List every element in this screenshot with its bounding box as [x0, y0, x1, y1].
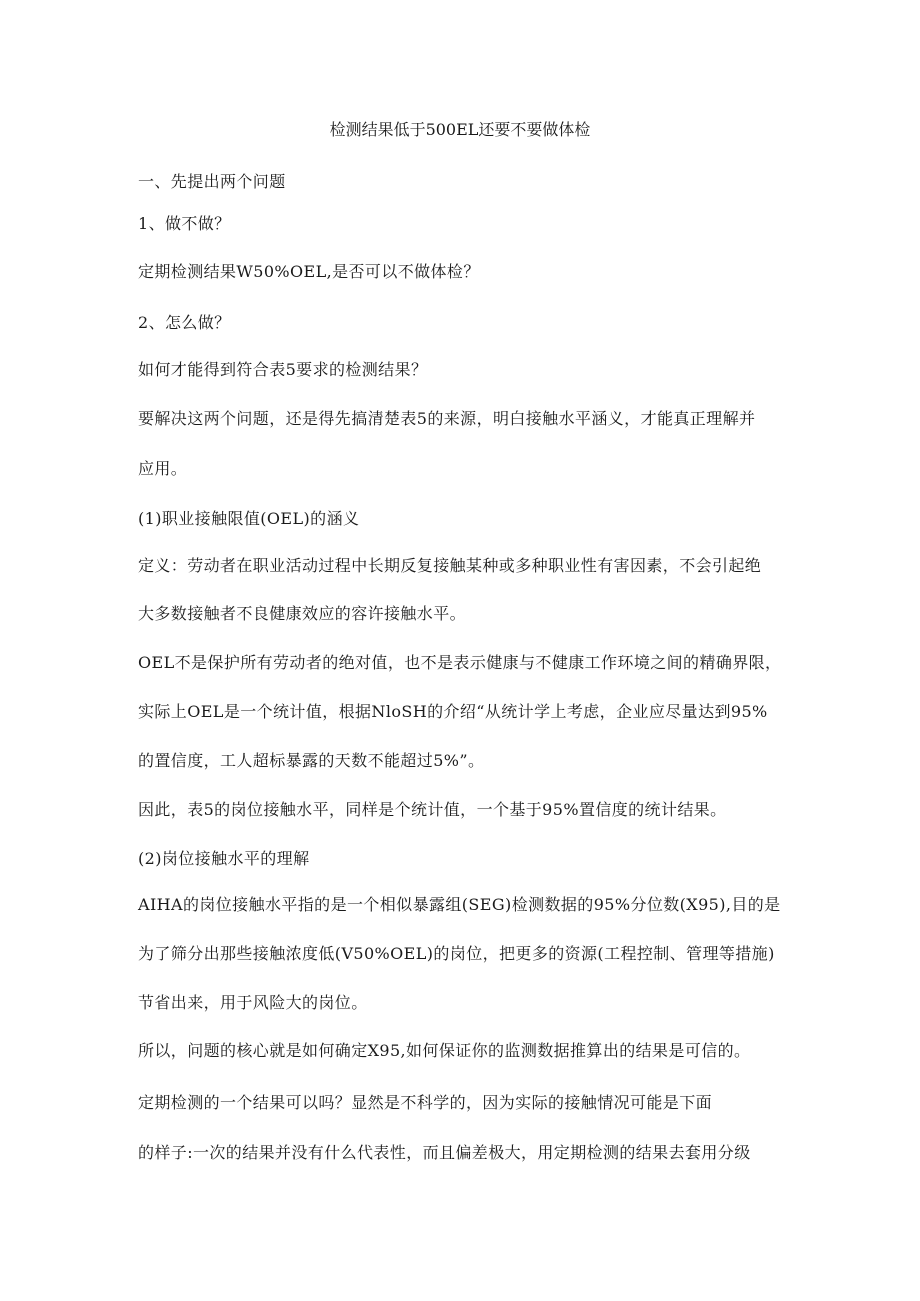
- paragraph-line: 定期检测结果W50%OEL,是否可以不做体检？: [138, 262, 480, 281]
- document-title: 检测结果低于500EL还要不要做体检: [329, 120, 591, 139]
- paragraph-line: OEL不是保护所有劳动者的绝对值，也不是表示健康与不健康工作环境之间的精确界限，: [138, 653, 782, 672]
- question-2: 2、怎么做？: [138, 313, 231, 332]
- paragraph-line: 的样子:一次的结果并没有什么代表性，而且偏差极大，用定期检测的结果去套用分级: [138, 1143, 751, 1162]
- paragraph-line: AIHA的岗位接触水平指的是一个相似暴露组(SEG)检测数据的95%分位数(X95),目的是: [138, 895, 781, 914]
- paragraph-line: 节省出来，用于风险大的岗位。: [138, 993, 368, 1012]
- paragraph-line: 定期检测的一个结果可以吗？显然是不科学的，因为实际的接触情况可能是下面: [138, 1093, 713, 1112]
- subsection-heading-2: (2)岗位接触水平的理解: [138, 849, 310, 868]
- paragraph-line: 大多数接触者不良健康效应的容许接触水平。: [138, 604, 467, 623]
- paragraph-line: 要解决这两个问题，还是得先搞清楚表5的来源，明白接触水平涵义，才能真正理解并: [138, 409, 756, 428]
- paragraph-line: 的置信度，工人超标暴露的天数不能超过5%”。: [138, 751, 485, 770]
- subsection-heading-1: (1)职业接触限值(OEL)的涵义: [138, 509, 360, 528]
- paragraph-line: 定义：劳动者在职业活动过程中长期反复接触某种或多种职业性有害因素，不会引起绝: [138, 556, 762, 575]
- paragraph-line: 因此，表5的岗位接触水平，同样是个统计值，一个基于95%置信度的统计结果。: [138, 800, 727, 819]
- paragraph-line: 为了筛分出那些接触浓度低(V50%OEL)的岗位，把更多的资源(工程控制、管理等措施): [138, 944, 775, 963]
- paragraph-line: 如何才能得到符合表5要求的检测结果？: [138, 360, 428, 379]
- paragraph-line: 应用。: [138, 459, 188, 478]
- section-heading-1: 一、先提出两个问题: [138, 172, 286, 191]
- paragraph-line: 实际上OEL是一个统计值，根据NloSH的介绍“从统计学上考虑，企业应尽量达到95%: [138, 702, 768, 721]
- question-1: 1、做不做？: [138, 214, 231, 233]
- paragraph-line: 所以，问题的核心就是如何确定X95,如何保证你的监测数据推算出的结果是可信的。: [138, 1041, 751, 1060]
